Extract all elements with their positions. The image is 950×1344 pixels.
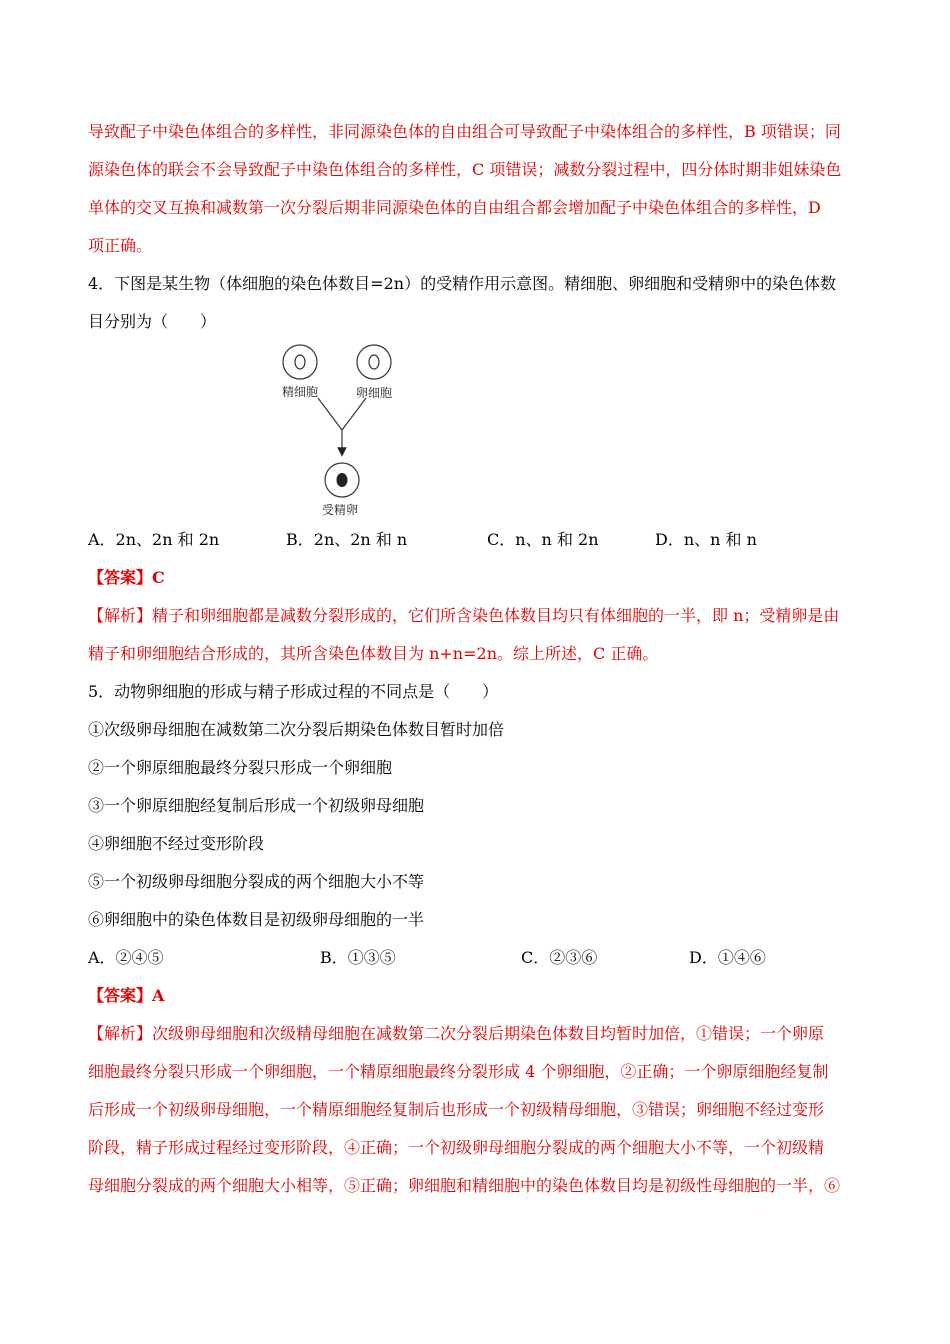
q5-item-4: ④卵细胞不经过变形阶段	[88, 834, 265, 853]
q5-item-2: ②一个卵原细胞最终分裂只形成一个卵细胞	[88, 758, 393, 777]
q5-explanation-line-3: 后形成一个初级卵母细胞，一个精原细胞经复制后也形成一个初级精母细胞，③错误；卵细胞不经过变形	[88, 1100, 825, 1119]
q4-options	[88, 530, 888, 550]
q4-option-c: C．n、n 和 2n	[487, 530, 599, 549]
q5-options	[88, 948, 888, 968]
q5-option-d: D．①④⑥	[689, 948, 766, 967]
q5-answer: 【答案】A	[88, 986, 165, 1005]
q5-explanation-line-4: 阶段，精子形成过程经过变形阶段，④正确；一个初级卵母细胞分裂成的两个细胞大小不等，一个初级精	[88, 1138, 825, 1157]
fertilization-diagram	[270, 340, 430, 520]
prev-explanation-line-2: 源染色体的联会不会导致配子中染色体组合的多样性，C 项错误；减数分裂过程中，四分体时期非姐妹染色	[88, 160, 842, 179]
prev-explanation-line-3: 单体的交叉互换和减数第一次分裂后期非同源染色体的自由组合都会增加配子中染色体组合的多样性，D	[88, 198, 821, 217]
egg-path-line	[342, 398, 366, 430]
q5-explanation-line-2: 细胞最终分裂只形成一个卵细胞，一个精原细胞最终分裂形成 4 个卵细胞，②正确；一个卵原细胞经复制	[88, 1062, 829, 1081]
q4-stem-line-1: 4．下图是某生物（体细胞的染色体数目=2n）的受精作用示意图。精细胞、卵细胞和受精卵中的染色体数	[88, 274, 837, 293]
q5-item-6: ⑥卵细胞中的染色体数目是初级卵母细胞的一半	[88, 910, 425, 929]
q5-option-a: A．②④⑤	[88, 948, 164, 967]
q4-option-d: D．n、n 和 n	[655, 530, 757, 549]
q4-option-b: B．2n、2n 和 n	[286, 530, 408, 549]
zygote-label: 受精卵	[322, 503, 359, 517]
sperm-cell-icon	[283, 345, 317, 379]
q5-explanation-line-1: 【解析】次级卵母细胞和次级精母细胞在减数第二次分裂后期染色体数目均暂时加倍，①错误；一个卵原	[88, 1024, 825, 1043]
q5-stem: 5．动物卵细胞的形成与精子形成过程的不同点是（ ）	[88, 682, 499, 701]
prev-explanation-line-4: 项正确。	[88, 236, 153, 255]
prev-explanation-line-1: 导致配子中染色体组合的多样性，非同源染色体的自由组合可导致配子中染体组合的多样性，B 项错误；同	[88, 122, 841, 141]
sperm-label: 精细胞	[282, 385, 319, 399]
q4-answer: 【答案】C	[88, 568, 165, 587]
q5-explanation-line-5: 母细胞分裂成的两个细胞大小相等，⑤正确；卵细胞和精细胞中的染色体数目均是初级性母细胞的一半，⑥	[88, 1176, 841, 1195]
zygote-cell-icon	[325, 463, 359, 497]
q4-option-a: A．2n、2n 和 2n	[88, 530, 220, 549]
q4-explanation-line-2: 精子和卵细胞结合形成的，其所含染色体数目为 n+n=2n。综上所述，C 正确。	[88, 644, 659, 663]
q5-option-b: B．①③⑤	[320, 948, 396, 967]
q4-explanation-line-1: 【解析】精子和卵细胞都是减数分裂形成的，它们所含染色体数目均只有体细胞的一半，即 n；受精卵是由	[88, 606, 840, 625]
q5-option-c: C．②③⑥	[521, 948, 598, 967]
q5-item-1: ①次级卵母细胞在减数第二次分裂后期染色体数目暂时加倍	[88, 720, 505, 739]
egg-cell-icon	[357, 345, 391, 379]
sperm-path-line	[318, 398, 342, 430]
egg-label: 卵细胞	[356, 386, 393, 400]
q4-stem-line-2: 目分别为（ ）	[88, 312, 217, 331]
q5-item-3: ③一个卵原细胞经复制后形成一个初级卵母细胞	[88, 796, 425, 815]
q5-item-5: ⑤一个初级卵母细胞分裂成的两个细胞大小不等	[88, 872, 425, 891]
